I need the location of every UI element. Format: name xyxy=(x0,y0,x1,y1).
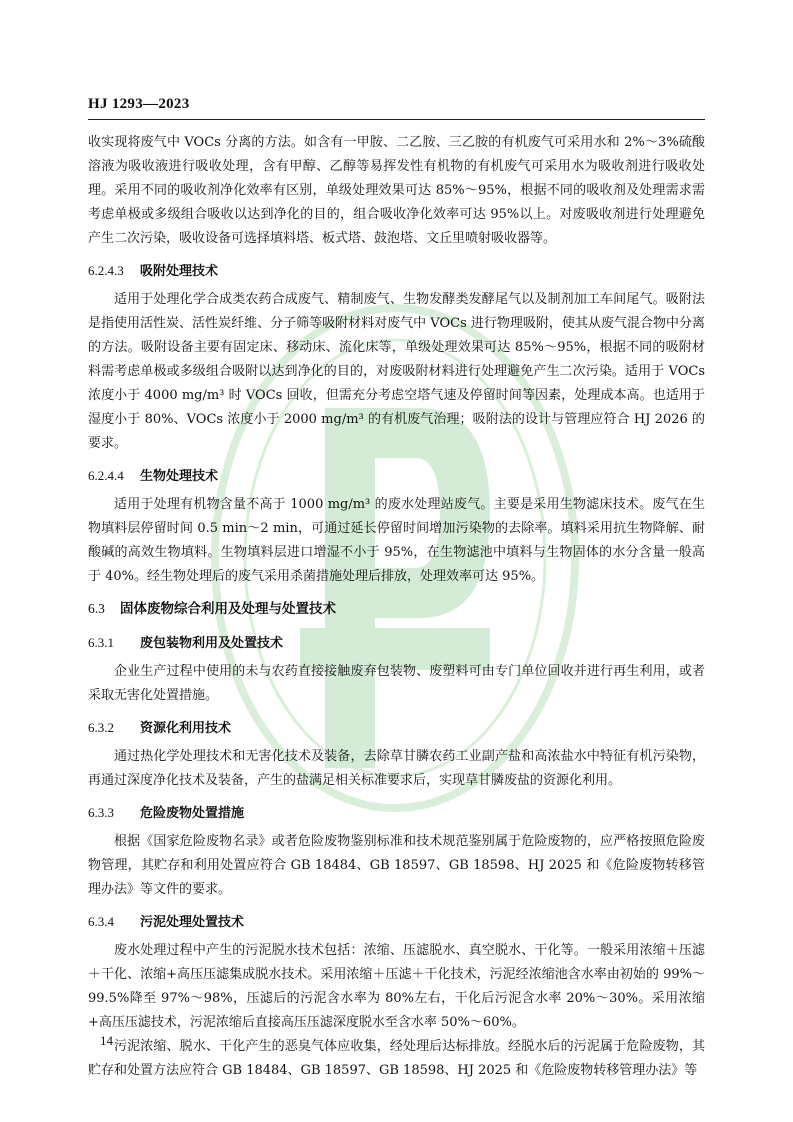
section-number: 6.2.4.3 xyxy=(88,263,124,278)
section-title: 危险废物处置措施 xyxy=(140,806,245,821)
section-title: 生物处理技术 xyxy=(140,469,219,484)
body-paragraph: 通过热化学处理技术和无害化技术及装备，去除草甘膦农药工业副产盐和高浓盐水中特征有机污染物，再通过深度净化技术及装备，产生的盐满足相关标准要求后，实现草甘膦废盐的资源化利用。 xyxy=(88,749,705,788)
document-header: HJ 1293—2023 xyxy=(88,96,190,112)
body-paragraph: 收实现将废气中 VOCs 分离的方法。如含有一甲胺、二乙胺、三乙胺的有机废气可采用水和 2%～3%硫酸溶液为吸收液进行吸收处理，含有甲醇、乙醇等易挥发性有机物的有机废气可采用水为吸收剂进行吸收处理。采用不同的吸收剂净化效率有区别，单级处理效果可达 85%～95%，根据不同的吸收剂及处理需求需考虑单极或多级组合吸收以达到净化的目的，组合吸收净化效率可达 95%以上。对废吸收剂进行处理避免产生二次污染，吸收设备可选择填料塔、板式塔、鼓泡塔、文丘里喷射吸收器等。 xyxy=(88,135,705,246)
body-paragraph: 根据《国家危险废物名录》或者危险废物鉴别标准和技术规范鉴别属于危险废物的，应严格按照危险废物管理，其贮存和利用处置应符合 GB 18484、GB 18597、GB 18598、HJ 2025 和《危险废物转移管理办法》等文件的要求。 xyxy=(88,834,705,897)
section-title: 吸附处理技术 xyxy=(140,264,219,279)
body-paragraph: 适用于处理化学合成类农药合成废气、精制废气、生物发酵类发酵尾气以及制剂加工车间尾气。吸附法是指使用活性炭、活性炭纤维、分子筛等吸附材料对废气中 VOCs 进行物理吸附，使其从废气混合物中分离的方法。吸附设备主要有固定床、移动床、流化床等，单级处理效果可达 85%～95%，根据不同的吸附材料需考虑单极或多级组合吸附以达到净化的目的，对废吸附材料进行处理避免产生二次污染。适用于 VOCs 浓度小于 4000 mg/m³ 时 VOCs 回收，但需充分考虑空塔气速及停留时间等因素，处理成本高。也适用于湿度小于 80%、VOCs 浓度小于 2000 mg/m³ 的有机废气治理；吸附法的设计与管理应符合 HJ 2026 的要求。 xyxy=(88,292,705,451)
section-heading xyxy=(88,908,705,937)
body-paragraph: 适用于处理有机物含量不高于 1000 mg/m³ 的废水处理站废气。主要是采用生物滤床技术。废气在生物填料层停留时间 0.5 min～2 min，可通过延长停留时间增加污染物的去除率。填料采用抗生物降解、耐酸碱的高效生物填料。生物填料层进口增湿不小于 95%，在生物滤池中填料与生物固体的水分含量一般高于 40%。经生物处理后的废气采用杀菌措施处理后排放，处理效率可达 95%。 xyxy=(88,497,705,584)
section-heading xyxy=(88,799,705,828)
section-number: 6.2.4.4 xyxy=(88,468,124,483)
section-heading xyxy=(88,462,705,491)
section-title: 资源化利用技术 xyxy=(140,721,232,736)
section-number: 6.3.1 xyxy=(88,635,114,650)
body-paragraph: 企业生产过程中使用的未与农药直接接触废弃包装物、废塑料可由专门单位回收并进行再生利用，或者采取无害化处置措施。 xyxy=(88,664,705,703)
section-number: 6.3.2 xyxy=(88,720,114,735)
section-title: 污泥处理处置技术 xyxy=(140,915,245,930)
section-title: 废包装物利用及处置技术 xyxy=(140,636,284,651)
document-body xyxy=(88,131,705,1083)
section-heading xyxy=(88,714,705,743)
section-number: 6.3 xyxy=(88,601,105,616)
header-rule xyxy=(88,119,705,120)
page-number: 14 xyxy=(100,1033,113,1048)
section-heading xyxy=(88,257,705,286)
section-number: 6.3.3 xyxy=(88,805,114,820)
body-paragraph: 废水处理过程中产生的污泥脱水技术包括：浓缩、压滤脱水、真空脱水、干化等。一般采用浓缩＋压滤＋干化、浓缩+高压压滤集成脱水技术。采用浓缩＋压滤＋干化技术，污泥经浓缩池含水率由初始的 99%～99.5%降至 97%～98%，压滤后的污泥含水率为 80%左右，干化后污泥含水率 20%～30%。采用浓缩+高压压滤技术，污泥浓缩后直接高压压滤深度脱水至含水率 50%～60%。 xyxy=(88,943,705,1030)
section-number: 6.3.4 xyxy=(88,914,114,929)
section-heading xyxy=(88,595,705,623)
body-paragraph: 污泥浓缩、脱水、干化产生的恶臭气体应收集，经处理后达标排放。经脱水后的污泥属于危险废物，其贮存和处置方法应符合 GB 18484、GB 18597、GB 18598、HJ 2025 和《危险废物转移管理办法》等 xyxy=(88,1039,705,1078)
section-heading xyxy=(88,629,705,658)
section-title: 固体废物综合利用及处理与处置技术 xyxy=(120,601,336,617)
